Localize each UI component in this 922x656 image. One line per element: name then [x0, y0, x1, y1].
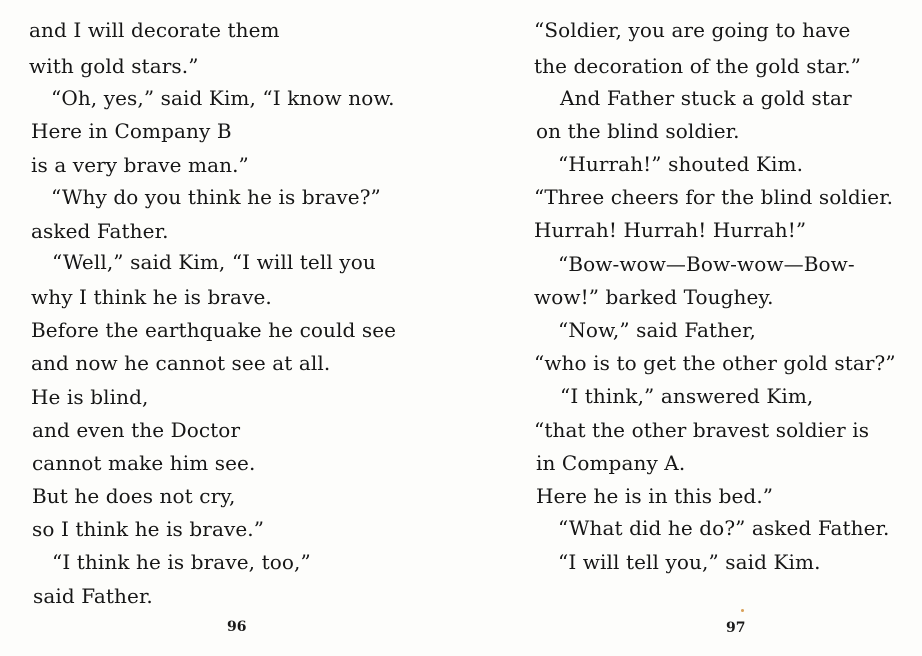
right-line-7: Hurrah! Hurrah! Hurrah!” [534, 218, 807, 242]
left-line-1: and I will decorate them [29, 18, 280, 42]
paper-speck [741, 609, 744, 612]
right-line-12: “I think,” answered Kim, [560, 384, 814, 408]
left-line-10: Before the earthquake he could see [31, 318, 397, 342]
right-line-17: “I will tell you,” said Kim. [558, 550, 821, 574]
right-page [470, 0, 922, 656]
right-line-4: on the blind soldier. [536, 119, 740, 143]
right-line-14: in Company A. [536, 451, 686, 475]
right-line-11: “who is to get the other gold star?” [534, 351, 896, 375]
right-line-13: “that the other bravest soldier is [534, 418, 870, 442]
left-line-5: is a very brave man.” [31, 153, 249, 177]
left-line-17: “I think he is brave, too,” [52, 550, 311, 574]
left-line-8: “Well,” said Kim, “I will tell you [52, 250, 376, 274]
right-line-9: wow!” barked Toughey. [534, 285, 774, 309]
left-line-3: “Oh, yes,” said Kim, “I know now. [51, 86, 395, 110]
page-number-left: 96 [227, 619, 247, 635]
right-line-2: the decoration of the gold star.” [534, 54, 861, 78]
left-line-9: why I think he is brave. [31, 285, 272, 309]
right-line-5: “Hurrah!” shouted Kim. [558, 152, 804, 176]
left-line-6: “Why do you think he is brave?” [51, 185, 381, 209]
right-line-10: “Now,” said Father, [558, 318, 757, 342]
left-line-11: and now he cannot see at all. [31, 351, 331, 375]
left-line-4: Here in Company B [31, 119, 232, 143]
page-number-right: 97 [726, 620, 746, 636]
right-line-15: Here he is in this bed.” [536, 484, 774, 508]
left-line-12: He is blind, [31, 385, 149, 409]
left-line-16: so I think he is brave.” [32, 517, 265, 541]
right-line-3: And Father stuck a gold star [560, 86, 852, 110]
left-line-13: and even the Doctor [32, 418, 241, 442]
left-line-15: But he does not cry, [32, 484, 236, 508]
right-line-6: “Three cheers for the blind soldier. [534, 185, 894, 209]
right-line-16: “What did he do?” asked Father. [558, 516, 890, 540]
left-line-2: with gold stars.” [29, 54, 199, 78]
left-line-14: cannot make him see. [32, 451, 256, 475]
left-line-18: said Father. [33, 584, 153, 608]
right-line-8: “Bow-wow—Bow-wow—Bow- [558, 252, 855, 276]
left-line-7: asked Father. [31, 219, 169, 243]
right-line-1: “Soldier, you are going to have [534, 18, 851, 42]
